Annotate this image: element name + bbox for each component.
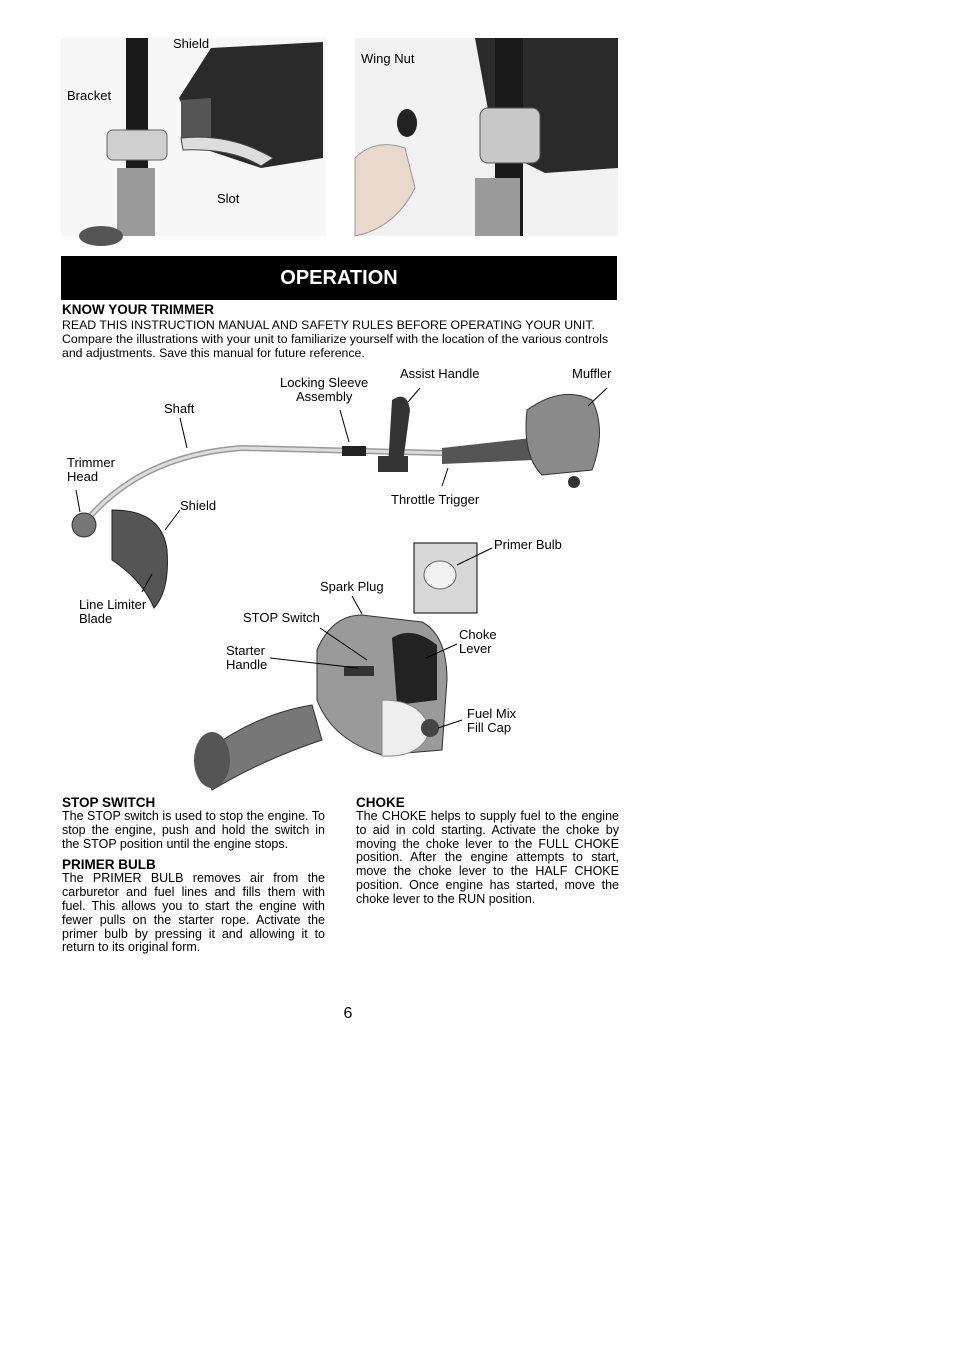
stop-switch-heading: STOP SWITCH: [62, 795, 156, 810]
trimmer-head-label-2: Head: [67, 469, 99, 484]
shaft-label: Shaft: [164, 401, 195, 416]
left-column: [62, 795, 325, 955]
muffler-label: Muffler: [572, 366, 612, 381]
know-line-1: READ THIS INSTRUCTION MANUAL AND SAFETY RULES BEFORE OPERATING YOUR UNIT.: [62, 318, 595, 332]
stop-switch-label: STOP Switch: [243, 610, 320, 625]
bracket-label: Bracket: [67, 88, 112, 103]
page-number: 6: [343, 1005, 353, 1022]
know-line-3: and adjustments. Save this manual for future reference.: [62, 346, 365, 360]
section-banner: OPERATION: [61, 256, 617, 300]
assist-handle-label: Assist Handle: [400, 366, 480, 381]
line-limiter-label-2: Blade: [79, 611, 113, 626]
starter-handle-label-1: Starter: [226, 643, 266, 658]
choke-heading: CHOKE: [356, 795, 405, 810]
stop-switch-text: The STOP switch is used to stop the engine. To stop the engine, push and hold the switch in the STOP position until the engine stops.: [62, 809, 325, 851]
locking-sleeve-label-2: Assembly: [296, 389, 353, 404]
starter-handle-label-2: Handle: [226, 657, 268, 672]
primer-bulb-text: The PRIMER BULB removes air from the carburetor and fuel lines and fills them with fuel. This allows you to start the engine with fewer pulls on the starter rope. Activate the primer bulb by pressing it and allowing it to return to its original form.: [62, 871, 325, 955]
locking-sleeve-label-1: Locking Sleeve: [280, 375, 369, 390]
line-limiter-label-1: Line Limiter: [79, 597, 147, 612]
wing-nut-label: Wing Nut: [361, 51, 415, 66]
throttle-trigger-label: Throttle Trigger: [391, 492, 480, 507]
choke-text: The CHOKE helps to supply fuel to the engine to aid in cold starting. Activate the choke by moving the choke lever to the FULL CHOKE position. After the engine attempts to start, move the choke lever to the HALF CHOKE position. Once engine has started, move the choke lever to the RUN position.: [356, 809, 619, 906]
shield-diagram-label: Shield: [180, 498, 217, 513]
right-column: [356, 795, 619, 907]
know-line-2: Compare the illustrations with your unit to familiarize yourself with the location of the various controls: [62, 332, 609, 346]
choke-lever-label-1: Choke: [459, 627, 497, 642]
fuel-cap-label-2: Fill Cap: [467, 720, 512, 735]
shield-bracket-photo: [61, 38, 326, 236]
wing-nut-photo: [355, 38, 618, 236]
choke-lever-label-2: Lever: [459, 641, 492, 656]
spark-plug-label: Spark Plug: [320, 579, 384, 594]
shield-label: Shield: [173, 36, 210, 51]
primer-bulb-heading: PRIMER BULB: [62, 857, 156, 873]
slot-label: Slot: [217, 191, 240, 206]
know-heading: KNOW YOUR TRIMMER: [62, 302, 214, 317]
primer-bulb-label: Primer Bulb: [494, 537, 562, 552]
fuel-cap-label-1: Fuel Mix: [467, 706, 517, 721]
trimmer-diagram: [62, 360, 618, 792]
trimmer-head-label-1: Trimmer: [67, 455, 115, 470]
